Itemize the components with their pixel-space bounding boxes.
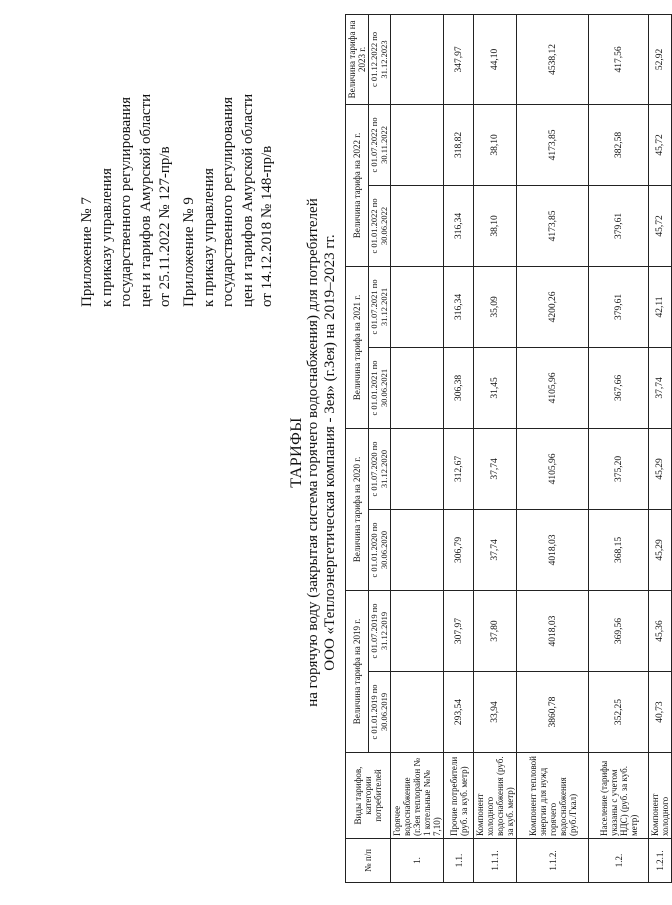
row-num: 1.2.	[589, 839, 649, 883]
row-value: 347,97	[444, 14, 474, 104]
row-value: 37,80	[474, 590, 517, 671]
appendix-line: к приказу управления	[200, 168, 217, 307]
row-value	[391, 509, 444, 590]
row-name: Компонент холодного	[649, 753, 672, 839]
row-num: 1.2.1.	[649, 839, 672, 883]
row-value: 4200,26	[517, 266, 589, 347]
row-value: 306,79	[444, 509, 474, 590]
header-year-2019: Величина тарифа на 2019 г.	[346, 590, 369, 752]
appendix-7-header	[78, 94, 176, 307]
row-name: Население (тарифы указаны с учетом НДС) (руб. за куб. метр)	[589, 753, 649, 839]
header-period: с 01.07.2022 по 30.11.2022	[369, 104, 391, 185]
row-value: 318,82	[444, 104, 474, 185]
row-value: 293,54	[444, 672, 474, 753]
row-value: 33,94	[474, 672, 517, 753]
appendix-line: Приложение № 9	[181, 197, 197, 307]
appendix-line: государственного регулирования	[118, 96, 134, 307]
tariff-table	[345, 14, 672, 883]
header-period: с 01.07.2019 по 31.12.2019	[369, 590, 391, 671]
table-row	[391, 14, 444, 882]
row-value: 4018,03	[517, 590, 589, 671]
row-name: Горячее водоснабжение (г.Зея теплорайон № 1 котельные №№ 7,10)	[391, 753, 444, 839]
row-value: 45,72	[649, 104, 672, 185]
row-value: 37,74	[474, 509, 517, 590]
row-value: 369,56	[589, 590, 649, 671]
row-value: 38,10	[474, 185, 517, 266]
row-value: 4538,12	[517, 14, 589, 104]
row-value: 42,11	[649, 266, 672, 347]
row-num: 1.	[391, 839, 444, 883]
document-title: ТАРИФЫ	[288, 417, 305, 488]
header-year-2021: Величина тарифа на 2021 г.	[346, 266, 369, 428]
row-value: 38,10	[474, 104, 517, 185]
appendix-line: Приложение № 7	[79, 197, 95, 307]
table-row	[589, 14, 649, 882]
header-num: № п/п	[346, 839, 391, 883]
table-row	[649, 14, 672, 882]
row-num: 1.1.1.	[474, 839, 517, 883]
row-num: 1.1.2.	[517, 839, 589, 883]
row-value: 4105,96	[517, 428, 589, 509]
header-period: с 01.07.2021 по 31.12.2021	[369, 266, 391, 347]
row-value: 31,45	[474, 347, 517, 428]
row-value: 44,10	[474, 14, 517, 104]
row-value: 45,72	[649, 185, 672, 266]
row-value: 45,29	[649, 428, 672, 509]
appendix-line: к приказу управления	[98, 168, 115, 307]
table-row	[474, 14, 517, 882]
appendix-line: цен и тарифов Амурской области	[239, 93, 256, 307]
header-period: с 01.12.2022 по 31.12.2023	[369, 14, 391, 104]
table-row	[444, 14, 474, 882]
row-name: Прочие потребители (руб. за куб. метр)	[444, 753, 474, 839]
row-value	[391, 672, 444, 753]
row-value: 375,20	[589, 428, 649, 509]
row-value: 37,74	[649, 347, 672, 428]
row-value	[391, 14, 444, 104]
row-value	[391, 185, 444, 266]
appendix-9-header	[180, 94, 278, 307]
row-name: Компонент холодного водоснабжения (руб. за куб. метр)	[474, 753, 517, 839]
row-value: 52,92	[649, 14, 672, 104]
row-value: 316,34	[444, 266, 474, 347]
table-row	[517, 14, 589, 882]
row-value	[391, 347, 444, 428]
row-value	[391, 266, 444, 347]
row-value: 307,97	[444, 590, 474, 671]
row-value: 352,25	[589, 672, 649, 753]
header-tariff-type: Виды тарифов, категории потребителей	[346, 753, 391, 839]
header-period: с 01.01.2021 по 30.06.2021	[369, 347, 391, 428]
row-value: 40,73	[649, 672, 672, 753]
row-value	[391, 590, 444, 671]
header-period: с 01.07.2020 по 31.12.2020	[369, 428, 391, 509]
header-year-2023: Величина тарифа на 2023 г.	[346, 14, 369, 104]
row-value: 316,34	[444, 185, 474, 266]
header-period: с 01.01.2019 по 30.06.2019	[369, 672, 391, 753]
row-value: 45,36	[649, 590, 672, 671]
document-subtitle: ООО «Теплоэнергетическая компания - Зея» (г.Зея) на 2019–2023 гг.	[322, 234, 338, 671]
row-num: 1.1.	[444, 839, 474, 883]
row-value: 35,09	[474, 266, 517, 347]
row-value: 4018,03	[517, 509, 589, 590]
row-value: 45,29	[649, 509, 672, 590]
appendix-line: государственного регулирования	[220, 96, 236, 307]
row-value: 37,74	[474, 428, 517, 509]
row-value: 3860,78	[517, 672, 589, 753]
row-value: 4105,96	[517, 347, 589, 428]
header-year-2022: Величина тарифа на 2022 г.	[346, 104, 369, 266]
row-value	[391, 104, 444, 185]
appendix-line: цен и тарифов Амурской области	[137, 93, 154, 307]
header-period: с 01.01.2022 по 30.06.2022	[369, 185, 391, 266]
appendix-line: от 25.11.2022 № 127-пр/в	[157, 146, 173, 307]
row-value: 312,67	[444, 428, 474, 509]
row-value: 382,58	[589, 104, 649, 185]
document-subtitle: на горячую воду (закрытая система горячего водоснабжения) для потребителей	[305, 198, 321, 707]
row-value: 367,66	[589, 347, 649, 428]
row-value: 368,15	[589, 509, 649, 590]
appendix-line: от 14.12.2018 № 148-пр/в	[259, 145, 275, 307]
row-name: Компонент тепловой энергии для нужд горячего водоснабжения (руб./Гкал)	[517, 753, 589, 839]
header-year-2020: Величина тарифа на 2020 г.	[346, 428, 369, 590]
row-value: 4173,85	[517, 185, 589, 266]
row-value: 379,61	[589, 266, 649, 347]
row-value: 4173,85	[517, 104, 589, 185]
header-period: с 01.01.2020 по 30.06.2020	[369, 509, 391, 590]
row-value	[391, 428, 444, 509]
row-value: 379,61	[589, 185, 649, 266]
row-value: 417,56	[589, 14, 649, 104]
title-block	[288, 0, 339, 905]
row-value: 306,38	[444, 347, 474, 428]
